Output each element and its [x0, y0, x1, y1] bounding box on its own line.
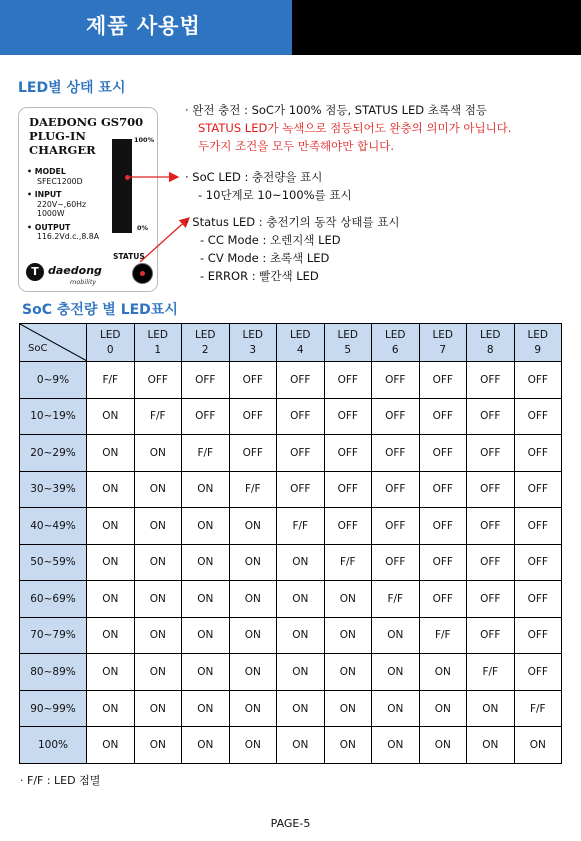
led-state-cell: OFF [467, 471, 515, 508]
table-header [20, 324, 562, 362]
soc-range-cell: 10~19% [20, 398, 87, 435]
led-state-cell: OFF [324, 362, 372, 399]
led-state-cell: OFF [514, 398, 562, 435]
led-state-cell: ON [87, 508, 135, 545]
led-state-cell: ON [514, 727, 562, 764]
note-status-led [185, 213, 400, 285]
brand-line-3: CHARGER [29, 143, 96, 157]
led-header-label: LED [479, 328, 501, 341]
led-state-cell: ON [182, 581, 230, 618]
led-header-label: LED [337, 328, 359, 341]
led-state-cell: ON [134, 727, 182, 764]
soc-range-cell: 40~49% [20, 508, 87, 545]
led-state-cell: ON [87, 690, 135, 727]
led-state-cell: ON [182, 727, 230, 764]
led-header-number: 9 [534, 343, 542, 356]
led-state-cell: OFF [277, 398, 325, 435]
led-header-number: 7 [439, 343, 447, 356]
status-label: STATUS [113, 252, 145, 261]
table-corner-cell [20, 324, 87, 362]
led-state-cell: OFF [324, 471, 372, 508]
output-label: • OUTPUT [27, 222, 71, 232]
error-mode-text: - ERROR : 빨간색 LED [200, 269, 319, 283]
led-header-number: 0 [106, 343, 114, 356]
led-state-cell: ON [324, 581, 372, 618]
led-state-cell: OFF [182, 398, 230, 435]
table-row [20, 544, 562, 581]
led-state-cell: OFF [372, 362, 420, 399]
led-state-cell: ON [229, 617, 277, 654]
input-value-1: 220V~,60Hz [37, 199, 87, 209]
led-state-cell: F/F [372, 581, 420, 618]
soc-led-text: · SoC LED : 충전량을 표시 [185, 170, 323, 184]
footnote: · F/F : LED 점멸 [20, 774, 101, 787]
led-state-cell: ON [372, 690, 420, 727]
table-row [20, 471, 562, 508]
led-state-cell: OFF [467, 544, 515, 581]
soc-range-cell: 60~69% [20, 581, 87, 618]
output-value: 116.2Vd.c.,8.8A [37, 232, 100, 241]
model-value: SFEC1200D [37, 176, 83, 186]
soc-range-cell: 90~99% [20, 690, 87, 727]
page-number: PAGE-5 [270, 817, 311, 830]
input-label: • INPUT [27, 190, 62, 199]
arrow-status-led [140, 218, 189, 262]
full-charge-text: · 완전 충전 : SoC가 100% 점등, STATUS LED 초록색 점등 [185, 103, 487, 117]
led-header-label: LED [289, 328, 311, 341]
led-state-cell: ON [277, 544, 325, 581]
soc-range-cell: 80~89% [20, 654, 87, 691]
led-state-cell: ON [419, 654, 467, 691]
model-label: • MODEL [27, 167, 66, 176]
led-state-cell: ON [419, 727, 467, 764]
led-state-cell: OFF [467, 617, 515, 654]
led-state-cell: OFF [419, 581, 467, 618]
led-state-cell: ON [372, 654, 420, 691]
table-header-row [20, 324, 562, 362]
led-state-cell: ON [467, 727, 515, 764]
gauge-bottom-label: 0% [137, 224, 149, 232]
led-state-cell: OFF [277, 435, 325, 472]
led-state-cell: OFF [372, 435, 420, 472]
table-row [20, 362, 562, 399]
soc-range-cell: 20~29% [20, 435, 87, 472]
led-state-cell: ON [87, 581, 135, 618]
led-state-cell: F/F [87, 362, 135, 399]
soc-range-cell: 30~39% [20, 471, 87, 508]
led-state-cell: F/F [324, 544, 372, 581]
full-charge-warning-1: STATUS LED가 녹색으로 점등되어도 완충의 의미가 아닙니다. [198, 121, 512, 135]
led-state-cell: OFF [467, 581, 515, 618]
led-header-5 [324, 324, 372, 362]
led-state-cell: OFF [229, 362, 277, 399]
logo-subtext: mobility [70, 278, 97, 286]
led-state-cell: ON [324, 617, 372, 654]
soc-range-cell: 70~79% [20, 617, 87, 654]
led-state-cell: ON [87, 398, 135, 435]
led-state-cell: ON [229, 581, 277, 618]
led-header-label: LED [147, 328, 169, 341]
section-title-led-status: LED별 상태 표시 [18, 80, 126, 96]
led-state-cell: OFF [514, 435, 562, 472]
led-state-cell: OFF [372, 398, 420, 435]
led-state-cell: F/F [467, 654, 515, 691]
led-state-cell: ON [134, 617, 182, 654]
led-header-2 [182, 324, 230, 362]
led-state-cell: OFF [467, 435, 515, 472]
led-state-cell: OFF [324, 398, 372, 435]
led-header-number: 3 [249, 343, 257, 356]
led-state-cell: ON [229, 544, 277, 581]
soc-led-table [19, 323, 562, 764]
led-state-cell: ON [87, 727, 135, 764]
brand-line-1: DAEDONG GS700 [29, 115, 144, 129]
led-state-cell: F/F [229, 471, 277, 508]
led-header-number: 4 [296, 343, 304, 356]
led-state-cell: OFF [324, 508, 372, 545]
soc-range-cell: 100% [20, 727, 87, 764]
led-state-cell: ON [87, 435, 135, 472]
table-row [20, 654, 562, 691]
table-row [20, 398, 562, 435]
led-state-cell: OFF [467, 362, 515, 399]
led-state-cell: F/F [134, 398, 182, 435]
led-state-cell: ON [324, 654, 372, 691]
led-state-cell: ON [229, 654, 277, 691]
gauge-top-label: 100% [134, 136, 155, 144]
led-state-cell: OFF [419, 362, 467, 399]
led-state-cell: ON [324, 727, 372, 764]
led-state-cell: ON [467, 690, 515, 727]
led-header-number: 2 [201, 343, 209, 356]
led-header-label: LED [432, 328, 454, 341]
section-title-soc-table: SoC 충전량 별 LED표시 [22, 302, 178, 318]
cv-mode-text: - CV Mode : 초록색 LED [200, 251, 330, 265]
led-header-8 [467, 324, 515, 362]
led-state-cell: OFF [372, 508, 420, 545]
led-state-cell: OFF [277, 362, 325, 399]
led-state-cell: OFF [419, 398, 467, 435]
led-state-cell: OFF [514, 654, 562, 691]
soc-range-cell: 0~9% [20, 362, 87, 399]
led-header-1 [134, 324, 182, 362]
led-header-number: 1 [154, 343, 162, 356]
led-state-cell: OFF [134, 362, 182, 399]
led-state-cell: OFF [372, 471, 420, 508]
led-state-cell: ON [324, 690, 372, 727]
corner-label: SoC [28, 343, 48, 354]
led-state-cell: OFF [229, 435, 277, 472]
led-state-cell: ON [277, 617, 325, 654]
led-header-label: LED [527, 328, 549, 341]
led-state-cell: ON [182, 690, 230, 727]
note-soc-led [185, 168, 352, 204]
soc-led-detail: - 10단계로 10~100%를 표시 [198, 188, 352, 202]
table-row [20, 581, 562, 618]
led-state-cell: ON [182, 654, 230, 691]
led-state-cell: OFF [514, 362, 562, 399]
led-state-cell: ON [229, 508, 277, 545]
full-charge-warning-2: 두가지 조건을 모두 만족해야만 합니다. [198, 139, 395, 153]
table-body [20, 362, 562, 764]
brand-line-2: PLUG-IN [29, 129, 86, 143]
led-header-number: 8 [486, 343, 494, 356]
led-header-number: 6 [391, 343, 399, 356]
led-state-cell: OFF [514, 471, 562, 508]
led-state-cell: F/F [182, 435, 230, 472]
led-state-cell: ON [134, 508, 182, 545]
led-state-cell: ON [229, 690, 277, 727]
led-state-cell: ON [277, 690, 325, 727]
led-state-cell: ON [277, 727, 325, 764]
led-state-cell: OFF [514, 508, 562, 545]
led-state-cell: OFF [324, 435, 372, 472]
table-row [20, 435, 562, 472]
led-state-cell: F/F [419, 617, 467, 654]
led-state-cell: ON [277, 581, 325, 618]
led-state-cell: OFF [514, 617, 562, 654]
led-state-cell: ON [419, 690, 467, 727]
led-state-cell: ON [182, 617, 230, 654]
input-value-2: 1000W [37, 209, 65, 218]
led-state-cell: ON [87, 654, 135, 691]
led-header-0 [87, 324, 135, 362]
led-header-6 [372, 324, 420, 362]
led-header-number: 5 [344, 343, 352, 356]
led-state-cell: F/F [514, 690, 562, 727]
led-state-cell: ON [134, 690, 182, 727]
cc-mode-text: - CC Mode : 오렌지색 LED [200, 233, 341, 247]
soc-range-cell: 50~59% [20, 544, 87, 581]
led-state-cell: OFF [372, 544, 420, 581]
table-row [20, 727, 562, 764]
led-state-cell: ON [182, 471, 230, 508]
led-header-label: LED [194, 328, 216, 341]
logo-text: daedong [48, 264, 102, 277]
led-state-cell: OFF [419, 435, 467, 472]
led-header-7 [419, 324, 467, 362]
led-state-cell: OFF [419, 508, 467, 545]
led-state-cell: OFF [467, 398, 515, 435]
led-header-3 [229, 324, 277, 362]
led-header-9 [514, 324, 562, 362]
led-state-cell: OFF [514, 544, 562, 581]
led-state-cell: ON [87, 544, 135, 581]
led-state-cell: OFF [467, 508, 515, 545]
page-title: 제품 사용법 [86, 14, 201, 38]
led-state-cell: ON [182, 544, 230, 581]
note-full-charge [185, 101, 511, 155]
led-state-cell: ON [229, 727, 277, 764]
led-state-cell: ON [134, 435, 182, 472]
led-state-cell: ON [372, 617, 420, 654]
led-state-cell: ON [134, 471, 182, 508]
led-header-4 [277, 324, 325, 362]
led-state-cell: ON [372, 727, 420, 764]
led-state-cell: ON [134, 544, 182, 581]
led-header-label: LED [384, 328, 406, 341]
led-state-cell: OFF [514, 581, 562, 618]
led-state-cell: ON [134, 654, 182, 691]
led-header-label: LED [242, 328, 264, 341]
led-header-label: LED [99, 328, 121, 341]
led-state-cell: OFF [182, 362, 230, 399]
led-state-cell: OFF [419, 544, 467, 581]
led-state-cell: F/F [277, 508, 325, 545]
led-state-cell: OFF [277, 471, 325, 508]
led-state-cell: ON [87, 471, 135, 508]
status-led-text: · Status LED : 충전기의 동작 상태를 표시 [185, 215, 400, 229]
led-state-cell: ON [182, 508, 230, 545]
table-row [20, 617, 562, 654]
led-state-cell: OFF [419, 471, 467, 508]
led-state-cell: ON [134, 581, 182, 618]
led-state-cell: ON [87, 617, 135, 654]
led-state-cell: ON [277, 654, 325, 691]
daedong-logo-icon: T [26, 263, 44, 281]
led-state-cell: OFF [229, 398, 277, 435]
table-row [20, 508, 562, 545]
table-row [20, 690, 562, 727]
